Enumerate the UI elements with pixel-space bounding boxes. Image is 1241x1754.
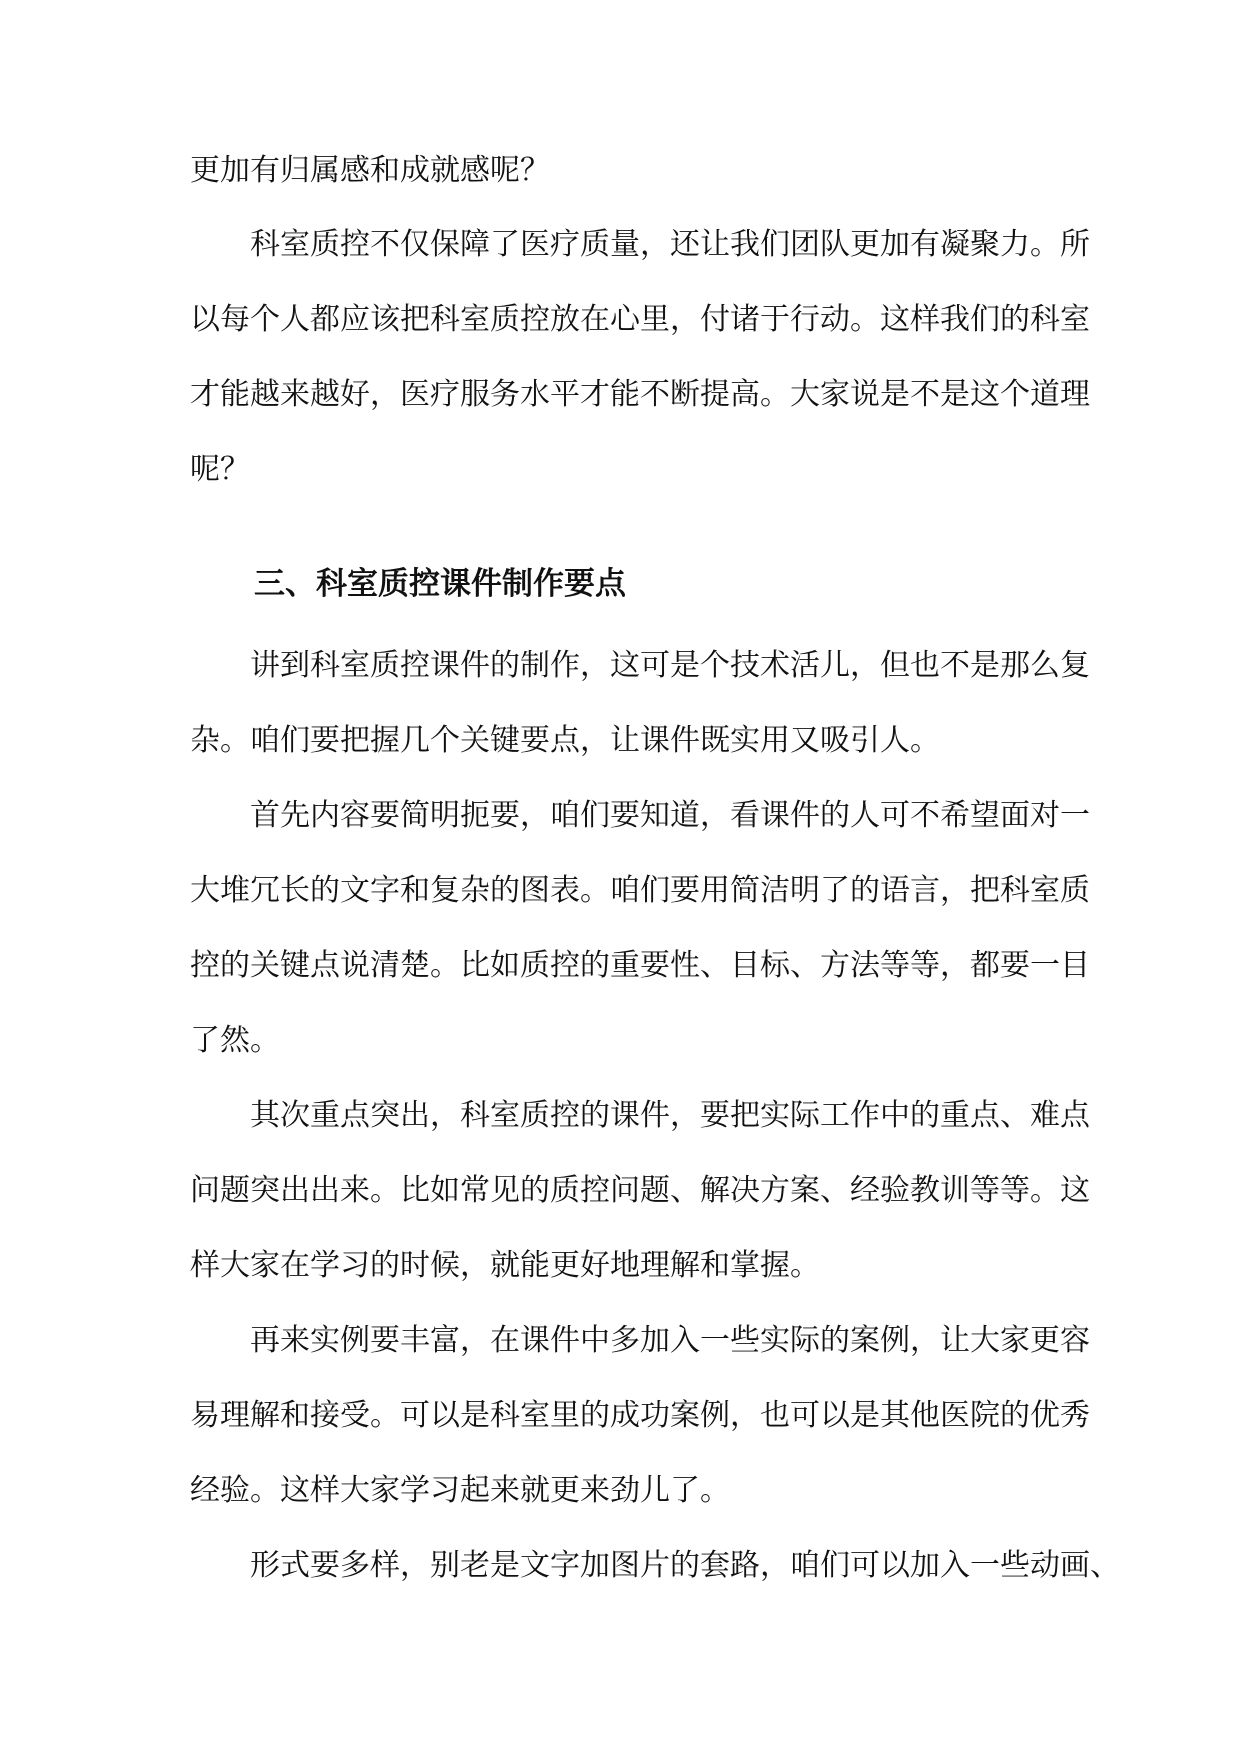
section-heading: 三、科室质控课件制作要点 xyxy=(254,566,626,602)
paragraph-line: 杂。咱们要把握几个关键要点，让课件既实用又吸引人。 xyxy=(190,723,940,758)
paragraph-line: 控的关键点说清楚。比如质控的重要性、目标、方法等等，都要一目 xyxy=(190,948,1090,983)
paragraph-line: 大堆冗长的文字和复杂的图表。咱们要用简洁明了的语言，把科室质 xyxy=(190,873,1090,908)
paragraph-line: 易理解和接受。可以是科室里的成功案例，也可以是其他医院的优秀 xyxy=(190,1398,1090,1433)
paragraph-line: 问题突出出来。比如常见的质控问题、解决方案、经验教训等等。这 xyxy=(190,1173,1090,1208)
paragraph-line: 以每个人都应该把科室质控放在心里，付诸于行动。这样我们的科室 xyxy=(190,302,1090,337)
paragraph-line: 形式要多样，别老是文字加图片的套路，咱们可以加入一些动画、 xyxy=(250,1548,1120,1583)
paragraph-line: 更加有归属感和成就感呢？ xyxy=(190,153,550,188)
paragraph-line: 科室质控不仅保障了医疗质量，还让我们团队更加有凝聚力。所 xyxy=(250,227,1090,262)
paragraph-line: 才能越来越好，医疗服务水平才能不断提高。大家说是不是这个道理 xyxy=(190,377,1090,412)
paragraph-line: 其次重点突出，科室质控的课件，要把实际工作中的重点、难点 xyxy=(250,1098,1090,1133)
paragraph-line: 呢？ xyxy=(190,452,250,487)
paragraph-line: 再来实例要丰富，在课件中多加入一些实际的案例，让大家更容 xyxy=(250,1323,1090,1358)
paragraph-line: 讲到科室质控课件的制作，这可是个技术活儿，但也不是那么复 xyxy=(250,648,1090,683)
paragraph-line: 样大家在学习的时候，就能更好地理解和掌握。 xyxy=(190,1248,820,1283)
paragraph-line: 了然。 xyxy=(190,1023,280,1058)
paragraph-line: 首先内容要简明扼要，咱们要知道，看课件的人可不希望面对一 xyxy=(250,798,1090,833)
paragraph-line: 经验。这样大家学习起来就更来劲儿了。 xyxy=(190,1473,730,1508)
